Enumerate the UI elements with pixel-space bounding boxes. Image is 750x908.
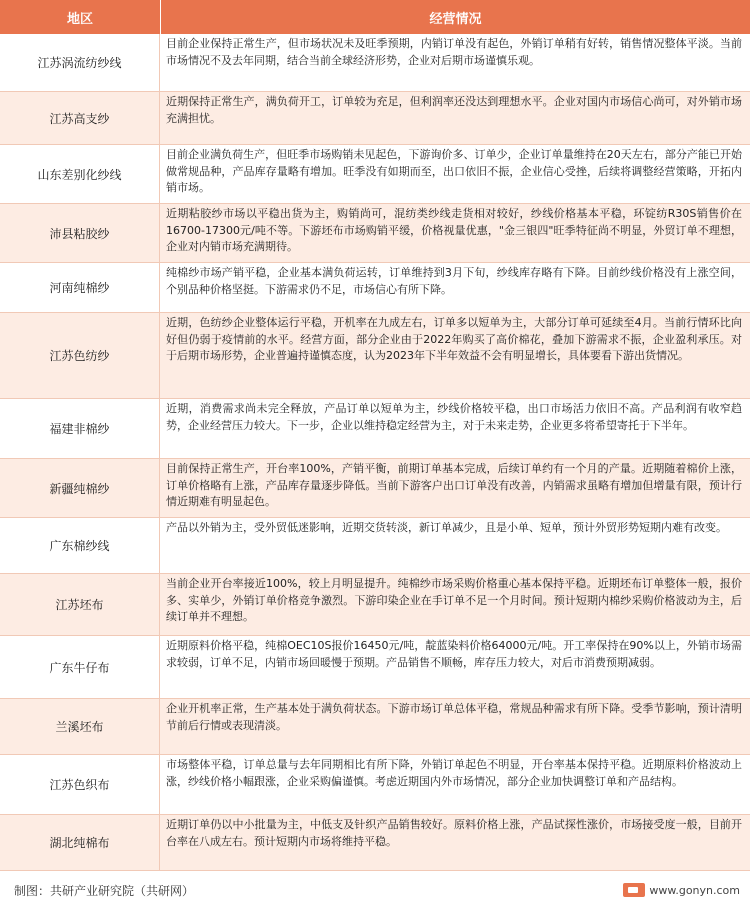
table-row (0, 204, 750, 263)
row-description: 目前企业满负荷生产，但旺季市场购销未见起色，下游询价多、订单少，企业订单量维持在20天左右，部分产能已开始做常规品种，产品库存量略有增加。旺季没有如期而至，出口依旧不振，企业信心受挫，后续将调整经营策略，开拓内销市场。 (166, 148, 742, 195)
row-description: 近期保持正常生产，满负荷开工，订单较为充足，但利润率还没达到理想水平。企业对国内市场信心尚可，对外销市场充满担忧。 (166, 95, 742, 125)
header-description: 经营情况 (429, 11, 482, 27)
site-url[interactable]: www.gonyn.com (649, 883, 740, 897)
row-region: 江苏色织布 (0, 755, 160, 814)
row-region: 沛县粘胶纱 (0, 204, 160, 262)
source-note: 制图：共研产业研究院（共研网） (14, 883, 195, 898)
table-row (0, 815, 750, 871)
row-description: 目前保持正常生产，开台率100%，产销平衡，前期订单基本完成，后续订单约有一个月的产量。近期随着棉价上涨，订单价格略有上涨，产品库存量逐步降低。当前下游客户出口订单没有改善，内销需求虽略有增加但增量有限，预计行情近期难有明显起色。 (166, 462, 742, 509)
table-row (0, 313, 750, 399)
row-description: 产品以外销为主，受外贸低迷影响，近期交货转淡，新订单减少，且是小单、短单，预计外贸形势短期内难有改变。 (166, 521, 727, 534)
table-header (0, 0, 750, 34)
table-row (0, 459, 750, 518)
row-description: 近期，消费需求尚未完全释放，产品订单以短单为主，纱线价格较平稳，出口市场活力依旧不高。产品利润有收窄趋势，企业经营压力较大。下一步，企业以维持稳定经营为主，对于未来走势，企业更多将希望寄托于下半年。 (166, 402, 742, 432)
footer (0, 872, 750, 908)
row-description: 纯棉纱市场产销平稳，企业基本满负荷运转，订单维持到3月下旬，纱线库存略有下降。目前纱线价格没有上涨空间，个别品种价格坚挺。下游需求仍不足，市场信心有所下降。 (166, 266, 742, 296)
row-region: 江苏涡流纺纱线 (0, 34, 160, 91)
table-row (0, 636, 750, 699)
row-region: 湖北纯棉布 (0, 815, 160, 870)
row-description: 目前企业保持正常生产，但市场状况未及旺季预期，内销订单没有起色，外销订单稍有好转，销售情况整体平淡。当前市场情况不及去年同期，结合当前全球经济形势，企业对后期市场谨慎乐观。 (166, 37, 742, 67)
table-row (0, 574, 750, 636)
table-row (0, 518, 750, 574)
row-description: 近期订单仍以中小批量为主，中低支及针织产品销售较好。原料价格上涨，产品试探性涨价，市场接受度一般，目前开台率在八成左右。预计短期内市场将维持平稳。 (166, 818, 742, 848)
row-description: 近期，色纺纱企业整体运行平稳，开机率在九成左右，订单多以短单为主，大部分订单可延续至4月。当前行情环比向好但仍弱于疫情前的水平。经营方面，部分企业由于2022年购买了高价棉花，叠加下游需求不振，企业盈利承压。对于后期市场形势，企业普遍持谨慎态度，认为2023年下半年效益不会有明显增长，具体要看下游出货情况。 (166, 316, 742, 363)
row-region: 江苏色纺纱 (0, 313, 160, 398)
row-description: 企业开机率正常，生产基本处于满负荷状态。下游市场订单总体平稳，常规品种需求有所下降。受季节影响，预计清明节前后行情或表现清淡。 (166, 702, 742, 732)
row-description: 近期原料价格平稳，纯棉OEC10S报价16450元/吨，靛蓝染料价格64000元/吨。开工率保持在90%以上，外销市场需求较弱，订单不足，内销市场回暖慢于预期。产品销售不顺畅，库存压力较大，对后市消费预期减弱。 (166, 639, 742, 669)
table-row (0, 92, 750, 145)
table-row (0, 755, 750, 815)
row-region: 江苏高支纱 (0, 92, 160, 144)
row-region: 福建非棉纱 (0, 399, 160, 458)
row-description: 近期粘胶纱市场以平稳出货为主，购销尚可，混纺类纱线走货相对较好，纱线价格基本平稳，环锭纺R30S销售价在16700-17300元/吨不等。下游坯布市场购销平缓，价格视量优惠，"金三银四"旺季特征尚不明显，外贸订单不理想，企业对内销市场充满期待。 (166, 207, 742, 254)
row-description: 市场整体平稳，订单总量与去年同期相比有所下降，外销订单起色不明显，开台率基本保持平稳。近期原料价格波动上涨，纱线价格小幅跟涨，企业采购偏谨慎。考虑近期国内外市场情况，部分企业加快调整订单和产品结构。 (166, 758, 742, 788)
table-row (0, 699, 750, 755)
row-region: 新疆纯棉纱 (0, 459, 160, 517)
row-region: 广东棉纱线 (0, 518, 160, 573)
row-region: 江苏坯布 (0, 574, 160, 635)
row-region: 兰溪坯布 (0, 699, 160, 754)
table-row (0, 145, 750, 204)
row-description: 当前企业开台率接近100%，较上月明显提升。纯棉纱市场采购价格重心基本保持平稳。近期坯布订单整体一般，报价多、实单少，外销订单价格竞争激烈。下游印染企业在手订单不足一个月时间。预计短期内棉纱采购价格波动为主，后续订单并不理想。 (166, 577, 742, 624)
row-region: 山东差别化纱线 (0, 145, 160, 203)
row-region: 广东牛仔布 (0, 636, 160, 698)
table-row (0, 263, 750, 313)
table-row (0, 34, 750, 92)
table-row (0, 399, 750, 459)
header-region: 地区 (0, 0, 161, 34)
brand (623, 883, 740, 897)
row-region: 河南纯棉纱 (0, 263, 160, 312)
gonyn-logo-icon (623, 883, 645, 897)
